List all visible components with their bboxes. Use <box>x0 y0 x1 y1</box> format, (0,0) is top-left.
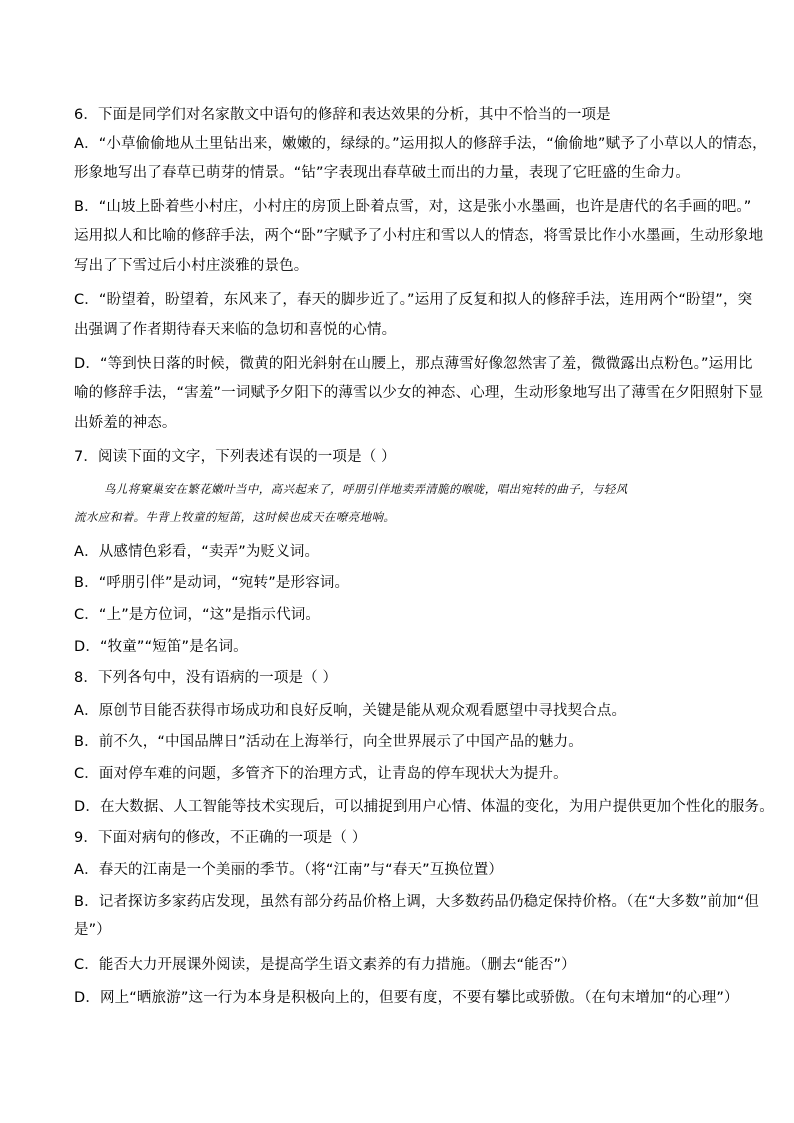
q8-a-line: A．原创节目能否获得市场成功和良好反响，关键是能从观众观看愿望中寻找契合点。 <box>74 703 627 719</box>
q6-b3-line: 写出了下雪过后小村庄淡雅的景色。 <box>74 258 309 274</box>
q6-d3-line: 出娇羞的神态。 <box>74 415 177 431</box>
q7-passage1-line: 鸟儿将窠巢安在繁花嫩叶当中，高兴起来了，呼朋引伴地卖弄清脆的喉咙，唱出宛转的曲子，与轻风 <box>104 482 628 496</box>
q7-c-line: C．“上”是方位词，“这”是指示代词。 <box>74 607 321 623</box>
q6-c2-line: 出强调了作者期待春天来临的急切和喜悦的心情。 <box>74 322 397 338</box>
q7-b-line: B．“呼朋引伴”是动词，“宛转”是形容词。 <box>74 575 350 591</box>
q7-a-line: A．从感情色彩看，“卖弄”为贬义词。 <box>74 544 320 560</box>
q6-d1-line: D．“等到快日落的时候，微黄的阳光斜射在山腰上，那点薄雪好像忽然害了羞，微微露出点粉色。”运用比 <box>74 356 753 372</box>
q8-c-line: C．面对停车难的问题，多管齐下的治理方式，让青岛的停车现状大为提升。 <box>74 766 568 782</box>
q9-c-line: C．能否大力开展课外阅读，是提高学生语文素养的有力措施。（删去“能否”） <box>74 957 576 973</box>
q7-stem-line: 7．阅读下面的文字，下列表述有误的一项是（ ） <box>74 449 396 465</box>
q9-a-line: A．春天的江南是一个美丽的季节。（将“江南”与“春天”互换位置） <box>74 862 504 878</box>
q8-b-line: B．前不久，“中国品牌日”活动在上海举行，向全世界展示了中国产品的魅力。 <box>74 734 583 750</box>
q6-c1-line: C．“盼望着，盼望着，东风来了，春天的脚步近了。”运用了反复和拟人的修辞手法，连用两个“盼望”，突 <box>74 292 753 308</box>
q6-a2-line: 形象地写出了春草已萌芽的情景。“钻”字表现出春草破土而出的力量，表现了它旺盛的生命力。 <box>74 165 690 181</box>
q6-b2-line: 运用拟人和比喻的修辞手法，两个“卧”字赋予了小村庄和雪以人的情态，将雪景比作小水墨画，生动形象地 <box>74 228 764 244</box>
q8-d-line: D．在大数据、人工智能等技术实现后，可以捕捉到用户心情、体温的变化，为用户提供更加个性化的服务。 <box>74 799 774 815</box>
q7-passage2-line: 流水应和着。牛背上牧童的短笛，这时候也成天在嘹亮地响。 <box>74 510 396 524</box>
q6-d2-line: 喻的修辞手法，“害羞”一词赋予夕阳下的薄雪以少女的神态、心理，生动形象地写出了薄雪在夕阳照射下显 <box>74 385 764 401</box>
q8-stem-line: 8．下列各句中，没有语病的一项是（ ） <box>74 670 338 686</box>
q6-b1-line: B．“山坡上卧着些小村庄，小村庄的房顶上卧着点雪，对，这是张小水墨画，也许是唐代的名手画的吧。” <box>74 199 752 215</box>
q9-b1-line: B．记者探访多家药店发现，虽然有部分药品价格上调，大多数药品仍稳定保持价格。（在“大多数”前加“但 <box>74 894 760 910</box>
q9-b2-line: 是”） <box>74 922 111 938</box>
q6-stem-line: 6．下面是同学们对名家散文中语句的修辞和表达效果的分析，其中不恰当的一项是 <box>74 107 611 123</box>
q9-d-line: D．网上“晒旅游”这一行为本身是积极向上的，但要有度，不要有攀比或骄傲。（在句末增加“的心理”） <box>74 990 739 1006</box>
q7-d-line: D．“牧童”“短笛”是名词。 <box>74 639 248 655</box>
q6-a1-line: A．“小草偷偷地从土里钻出来，嫩嫩的，绿绿的。”运用拟人的修辞手法，“偷偷地”赋予了小草以人的情态， <box>74 136 767 152</box>
q9-stem-line: 9．下面对病句的修改，不正确的一项是（ ） <box>74 830 367 846</box>
